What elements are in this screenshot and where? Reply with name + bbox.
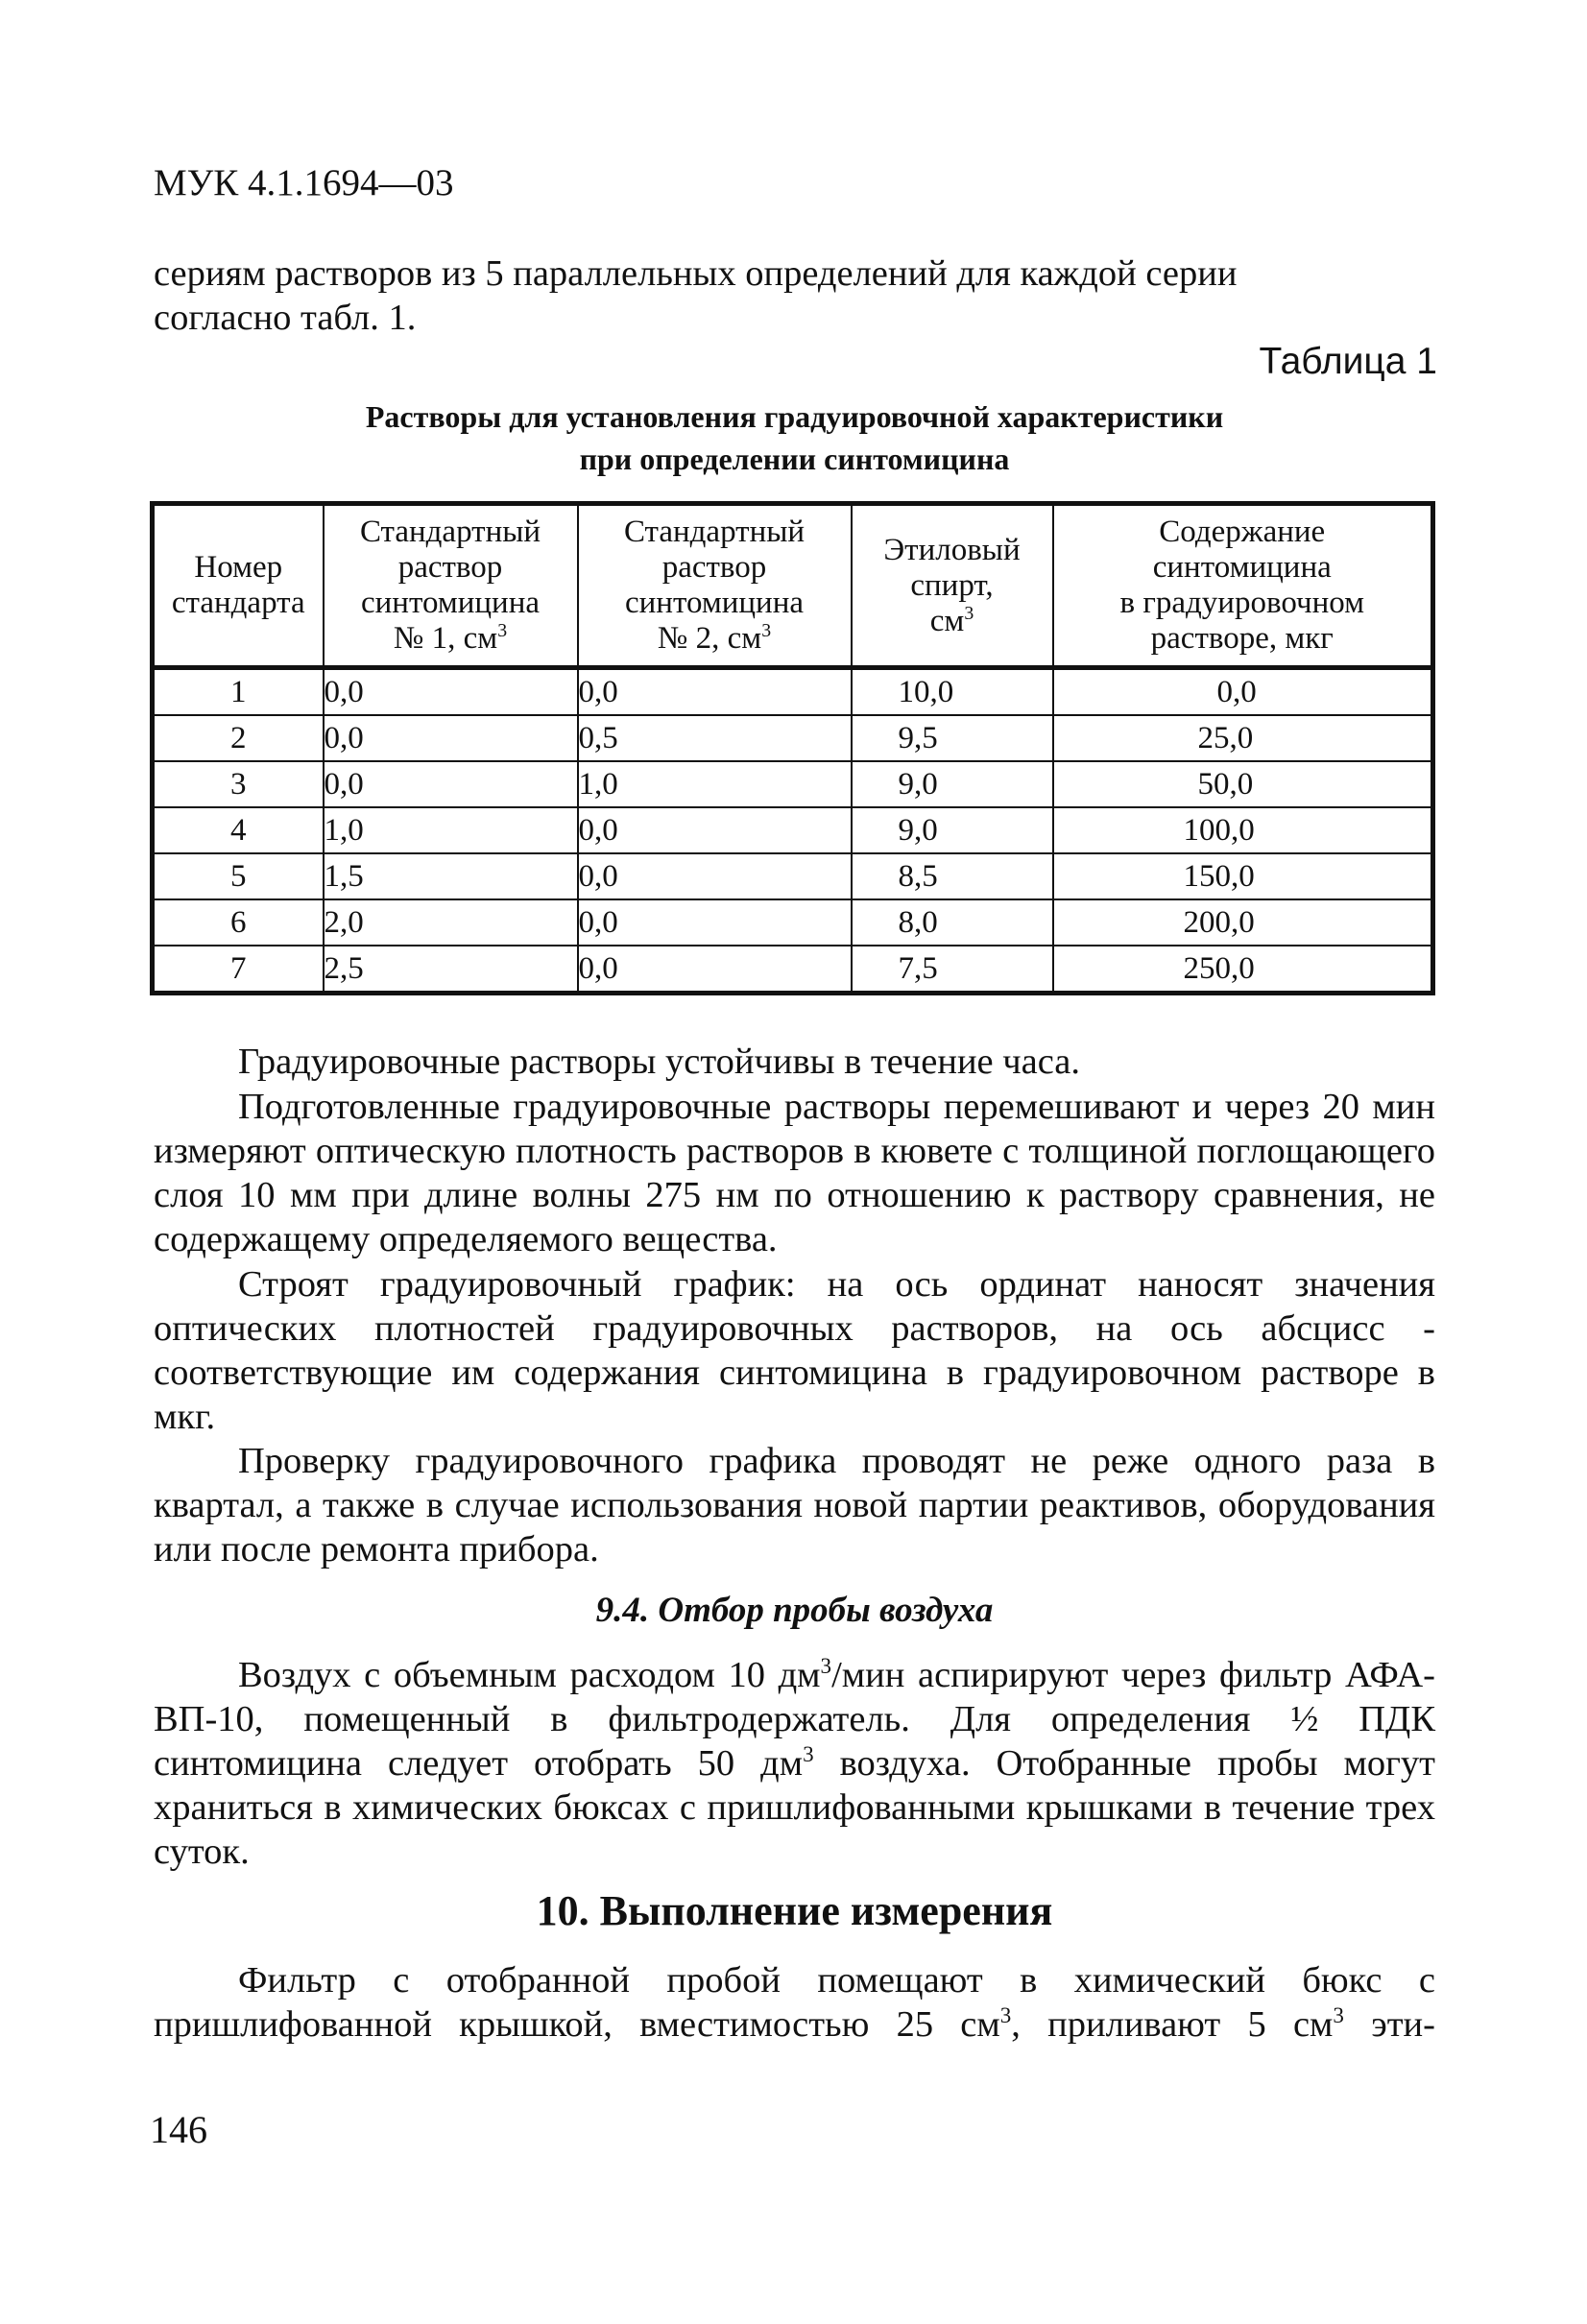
page-number: 146 xyxy=(150,2108,207,2151)
table-cell: 0,0 xyxy=(578,946,852,994)
table-cell: 250,0 xyxy=(1053,946,1433,994)
table-cell: 1,0 xyxy=(324,807,578,853)
table-row xyxy=(153,715,1433,761)
table-cell: 8,5 xyxy=(852,853,1053,899)
table-cell: 0,0 xyxy=(324,761,578,807)
table-cell: 1 xyxy=(153,668,324,716)
table-cell: 200,0 xyxy=(1053,899,1433,946)
table-header-row xyxy=(153,504,1433,668)
paragraph-air-sampling: Воздух с объемным расходом 10 $дм^3$/мин аспирируют через фильтр АФА-ВП-10, помещенный в фильтродержатель. Для определения ½ ПДК синтомицина следует отобрать 50 $дм^3$ воздуха. Отобранные пробы могут храниться в химических бюксах с пришлифованными крышками в течение трех суток. xyxy=(154,1653,1435,1872)
table-cell: 8,0 xyxy=(852,899,1053,946)
col-header-ethanol: Этиловый спирт, $см^3$ xyxy=(852,504,1053,668)
paragraph-check: Проверку градуировочного графика проводят не реже одного раза в квартал, а также в случае использования новой партии реактивов, оборудования или после ремонта прибора. xyxy=(154,1441,1435,1569)
table-cell: 100,0 xyxy=(1053,807,1433,853)
table-cell: 5 xyxy=(153,853,324,899)
table-cell: 0,5 xyxy=(578,715,852,761)
table-caption: Таблица 1 xyxy=(1259,341,1437,382)
paragraph-measurement-procedure: Фильтр с отобранной пробой помещают в химический бюкс с пришлифованной крышкой, вместимостью 25 $см^3$, приливают 5 $см^3$ эти- xyxy=(154,1960,1435,2045)
table-cell: 1,0 xyxy=(578,761,852,807)
table-cell: 0,0 xyxy=(1053,668,1433,716)
table-cell: 2 xyxy=(153,715,324,761)
table-row xyxy=(153,853,1433,899)
table-row xyxy=(153,807,1433,853)
table-title-line-1: Растворы для установления градуировочной характеристики xyxy=(365,399,1224,434)
paragraph-graph: Строят градуировочный график: на ось ординат наносят значения оптических плотностей градуировочных растворов, на ось абсцисс - соответствующие им содержания синтомицина в градуировочном растворе в мкг. xyxy=(154,1264,1435,1437)
table-cell: 7 xyxy=(153,946,324,994)
paragraph-stability: Градуировочные растворы устойчивы в течение часа. xyxy=(238,1042,1080,1082)
table-row xyxy=(153,946,1433,994)
table-cell: 9,5 xyxy=(852,715,1053,761)
intro-line-2: согласно табл. 1. xyxy=(154,298,417,338)
table-cell: 0,0 xyxy=(578,899,852,946)
table-cell: 0,0 xyxy=(578,853,852,899)
col-header-standard-solution-2: Стандартный раствор синтомицина № 2, $см^3$ xyxy=(578,504,852,668)
subsection-title: 9.4. Отбор пробы воздуха xyxy=(595,1591,994,1630)
calibration-table xyxy=(150,501,1435,995)
table-row xyxy=(153,899,1433,946)
col-header-standard-solution-1: Стандартный раствор синтомицина № 1, $см^3$ xyxy=(324,504,578,668)
paragraph-measurement: Подготовленные градуировочные растворы перемешивают и через 20 мин измеряют оптическую плотность растворов в кювете с толщиной поглощающего слоя 10 мм при длине волны 275 нм по отношению к раствору сравнения, не содержащему определяемого вещества. xyxy=(154,1087,1435,1259)
table-cell: 2,0 xyxy=(324,899,578,946)
table-title xyxy=(154,395,1435,480)
table-cell: 3 xyxy=(153,761,324,807)
col-header-content: Содержание синтомицина в градуировочном растворе, мкг xyxy=(1053,504,1433,668)
table-cell: 1,5 xyxy=(324,853,578,899)
table-cell: 9,0 xyxy=(852,761,1053,807)
table-cell: 6 xyxy=(153,899,324,946)
table-cell: 50,0 xyxy=(1053,761,1433,807)
table-cell: 25,0 xyxy=(1053,715,1433,761)
table-cell: 0,0 xyxy=(324,715,578,761)
table-cell: 9,0 xyxy=(852,807,1053,853)
intro-line-1: сериям растворов из 5 параллельных определений для каждой серии xyxy=(154,253,1238,294)
intro-text xyxy=(154,252,1435,340)
table-cell: 150,0 xyxy=(1053,853,1433,899)
table-title-line-2: при определении синтомицина xyxy=(579,442,1010,476)
table-cell: 7,5 xyxy=(852,946,1053,994)
table-cell: 0,0 xyxy=(578,807,852,853)
table-cell: 0,0 xyxy=(578,668,852,716)
table-cell: 2,5 xyxy=(324,946,578,994)
table-cell: 4 xyxy=(153,807,324,853)
table-row xyxy=(153,668,1433,716)
col-header-standard-number: Номер стандарта xyxy=(153,504,324,668)
table-cell: 0,0 xyxy=(324,668,578,716)
table-row xyxy=(153,761,1433,807)
section-title: 10. Выполнение измерения xyxy=(536,1887,1053,1934)
table-cell: 10,0 xyxy=(852,668,1053,716)
document-code: МУК 4.1.1694—03 xyxy=(154,162,454,204)
